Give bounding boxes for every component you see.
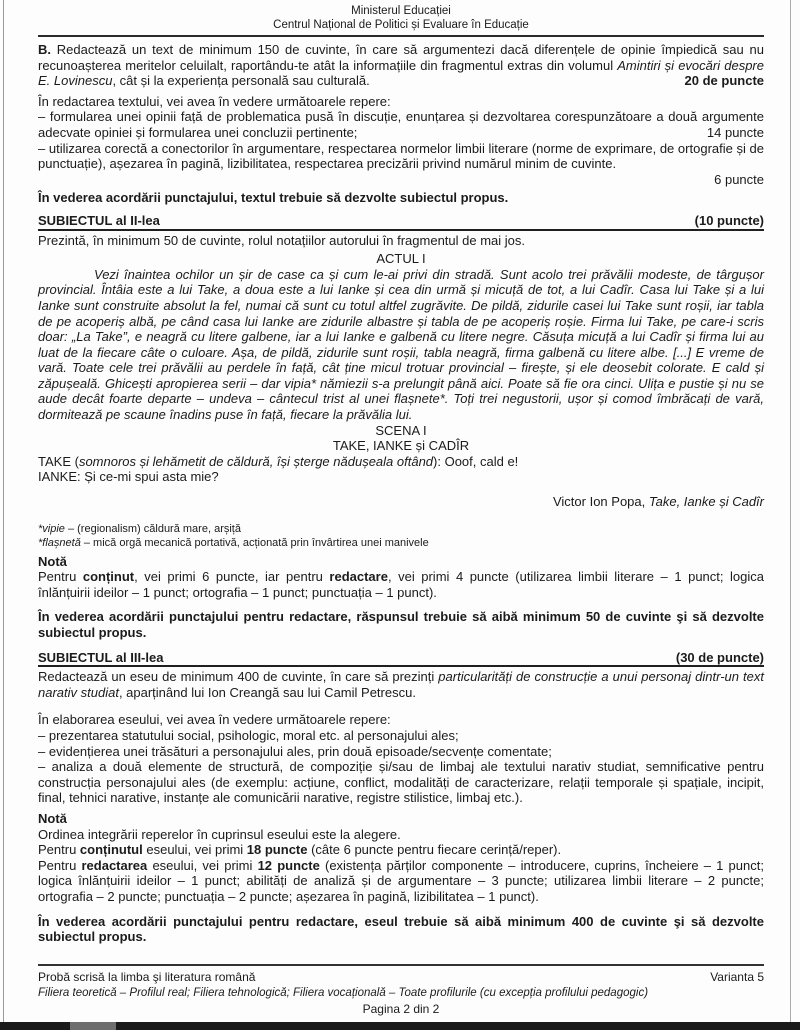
part-b-guideline-1-text: – formularea unei opinii față de problematica pusă în discuție, enunțarea și dezvoltarea corespunzătoare a două argumente adecvate opiniei și formularea unei concluzii pertinente; xyxy=(38,109,764,140)
subject-3-guideline-3: – analiza a două elemente de structură, de compoziție și/sau de limbaj ale textului narativ studiat, semnificative pentru construcția personajului ales (de exemplu: acțiune, conflict, modalități de caracterizare, relații temporale și spațiale, incipit, final, tehnici narative, instanțe ale comunicării narative, registre stilistice, limbaj etc.). xyxy=(38,759,764,806)
subject-3-requirement: În vederea acordării punctajului pentru redactare, eseul trebuie să aibă minimum 400 de cuvinte şi să dezvolte subiectul propus. xyxy=(38,913,764,945)
ministry-line: Ministerul Educației xyxy=(351,5,451,17)
subject-3-note-3 xyxy=(38,858,764,905)
subject-3-note-2 xyxy=(38,842,764,858)
subject-2-note-seg2: conținut xyxy=(82,569,135,585)
dialogue-take-stage-direction: somnoros și lehămetit de căldură, își șterge nădușeala oftând xyxy=(78,453,434,469)
subject-3-task-seg1: Redactează un eseu de minimum 400 de cuvinte, în care să prezinți xyxy=(38,669,439,685)
attribution xyxy=(38,494,764,510)
subject-3-guideline-2: – evidențierea unei trăsături a personajului ales, prin două episoade/secvențe comentate; xyxy=(38,743,552,759)
fragment-text: Vezi înaintea ochilor un șir de case ca și cum le-ai privi din stradă. Sunt acolo trei prăvălii modeste, de târgușor provincial. Întâia este a lui Take, a doua este a lui Ianke și cea din urmă și micuță de tot, a lui Cadîr. Casa lui Take și a lui Ianke sunt construite absolut la fel, numai că sunt cu totul altfel zugrăvite. De pildă, zidurile casei lui Take sunt roșii, iar tabla de pe acoperiș albă, pe când casa lui Ianke are zidurile albastre și tabla de pe acoperiș roșie. Firma lui Take, pe care-i scris doar: „La Take”, e neagră cu litere galbene, iar a lui Ianke e galbenă cu litere negre. Căsuța micuță a lui Cadîr și firma lui au luat de la fiecare câte o culoare. Așa, de pildă, zidurile sunt roșii, tabla neagră, firma galbenă cu litere albe. [...] E vreme de vară. Toate cele trei prăvălii au perdele în față, cât ține micul trotuar provincial – firește, și ele deosebit colorate. E cald și zăpușeală. Ghicești apropierea serii – dar vipia* nămiezii s-a prelungit până aici. Poate să fie ora cinci. Ulița e pustie și nu se aude decât foarte departe – undeva – cântecul trist al unei flașnete*. Toți trei negustorii, ușor și comod îmbrăcați de vară, dormitează pe scaune înadins puse în față, fiecare la prăvălia lui. xyxy=(38,266,764,423)
scan-bottom-bar-patch xyxy=(70,1022,116,1030)
attribution-work: Take, Ianke și Cadîr xyxy=(648,494,764,510)
subject-3-note-2-seg2: conținutul xyxy=(79,842,143,858)
attribution-author: Victor Ion Popa, xyxy=(552,494,649,510)
subject-3-note-2-seg1: Pentru xyxy=(38,842,80,858)
subject-2-points: (10 puncte) xyxy=(694,212,764,228)
subject-2-task: Prezintă, în minimum 50 de cuvinte, rolul notațiilor autorului în fragmentul de mai jos. xyxy=(38,232,526,248)
subject-3-task xyxy=(38,669,764,700)
subject-2-note-seg1: Pentru xyxy=(38,569,83,585)
part-b-guideline-1-points: 14 puncte xyxy=(706,124,764,140)
subject-2-requirement: În vederea acordării punctajului pentru redactare, răspunsul trebuie să aibă minimum 50 de cuvinte şi să dezvolte subiectul propus. xyxy=(38,609,764,640)
subject-3-note-3-seg2: redactarea xyxy=(81,857,148,873)
scan-edge-right xyxy=(790,0,791,1030)
footer-variant: Varianta 5 xyxy=(710,970,764,984)
subject-2-note-seg3: , vei primi 6 puncte, iar pentru xyxy=(134,569,330,585)
subject-3-note-2-seg4: 18 puncte xyxy=(246,842,308,858)
part-b-paragraph xyxy=(38,42,764,89)
footnote-flasneta-term: *flașnetă xyxy=(38,537,81,550)
dialogue-take-line: ): Ooof, cald e! xyxy=(433,453,519,469)
subject-2-note-seg5: , vei primi 4 puncte (utilizarea limbii literare – 1 punct; logica înlănțuirii ideilor – 1 punct; ortografia – 1 punct; punctuația – 1 punct). xyxy=(38,569,764,600)
subject-2-note-heading: Notă xyxy=(38,553,67,569)
subject-3-note-2-seg3: eseului, vei primi xyxy=(142,842,247,858)
dialogue-take xyxy=(38,454,764,470)
agency-line: Centrul Național de Politici și Evaluare în Educație xyxy=(273,19,529,31)
footnote-vipie xyxy=(38,522,764,537)
footer-page-number: Pagina 2 din 2 xyxy=(362,1002,440,1016)
subject-2-heading xyxy=(38,213,764,231)
subject-3-guideline-1: – prezentarea statutului social, psihologic, moral etc. al personajului ales; xyxy=(38,727,459,743)
subject-3-note-3-seg3: eseului, vei primi xyxy=(147,857,258,873)
part-b-points: 20 de puncte xyxy=(684,73,764,89)
part-b-intro-1: Redactează un text de minimum 150 de cuvinte, în care să argumentezi dacă diferențele de opinie împiedică sau nu recunoașterea meritelor celuilalt, raportându-te atât la informațiile din fragmentul extras din volumul xyxy=(38,42,764,73)
scan-bottom-bar xyxy=(0,1022,800,1030)
footnote-vipie-def: – (regionalism) căldură mare, arșiță xyxy=(64,522,241,535)
page-footer xyxy=(38,964,764,1017)
part-b-guideline-2-points: 6 puncte xyxy=(714,171,764,187)
subject-3-task-seg2: , aparținând lui Ion Creangă sau lui Camil Petrescu. xyxy=(118,684,416,700)
part-b-guideline-2: – utilizarea corectă a conectorilor în argumentare, respectarea normelor limbii literare (norme de exprimare, de ortografie și de punctuație), așezarea în pagină, lizibilitatea, respectarea precizării privind numărul minim de cuvinte. xyxy=(38,140,764,172)
subject-3-title: SUBIECTUL al III-lea xyxy=(38,649,164,665)
subject-2-note xyxy=(38,569,764,600)
footnote-flasneta xyxy=(38,536,764,551)
subject-3-heading xyxy=(38,650,764,668)
footer-tracks: Filiera teoretică – Profilul real; Filiera tehnologică; Filiera vocațională – Toate profilurile (cu excepția profilului pedagogic) xyxy=(38,987,649,999)
scan-edge-left xyxy=(3,0,4,1030)
subject-3-points: (30 de puncte) xyxy=(675,649,764,665)
footnote-flasneta-def: – mică orgă mecanică portativă, acționată prin învârtirea unei manivele xyxy=(80,537,429,550)
footer-exam-row xyxy=(38,970,764,985)
subject-3-note-3-seg5: (existența părților componente – introducere, cuprins, încheiere – 1 punct; logica înlănțuirii ideilor – 1 punct; abilități de analiză și de argumentare – 3 puncte; utilizarea limbii literare – 2 puncte; ortografia – 2 puncte; punctuația – 2 puncte; așezarea în pagină, lizibilitatea – 1 punct). xyxy=(38,857,764,904)
dialogue-take-speaker: TAKE ( xyxy=(38,453,79,469)
subject-3-note-3-seg4: 12 puncte xyxy=(257,857,320,873)
subject-3-note-2-seg5: (câte 6 puncte pentru fiecare cerință/reper). xyxy=(307,842,562,858)
footer-exam-name: Probă scrisă la limba şi literatura română xyxy=(38,970,256,984)
dialogue-ianke: IANKE: Și ce-mi spui asta mie? xyxy=(38,469,219,485)
part-b-guidelines-intro: În redactarea textului, vei avea în vedere următoarele repere: xyxy=(38,93,391,109)
part-b-label: B. xyxy=(38,42,51,57)
subject-2-note-seg4: redactare xyxy=(329,569,388,585)
act-heading: ACTUL I xyxy=(376,251,426,267)
subject-2-title: SUBIECTUL al II-lea xyxy=(38,212,160,228)
subject-3-task-italic: particularități de construcție a unui personaj dintr-un text narativ studiat xyxy=(38,669,764,700)
footnote-vipie-term: *vipie xyxy=(38,522,65,535)
subject-3-note-1: Ordinea integrării reperelor în cuprinsul eseului este la alegere. xyxy=(38,826,401,842)
footer-rule xyxy=(38,964,764,966)
subject-3-note-3-seg1: Pentru xyxy=(38,857,82,873)
part-b-intro-2: , cât și la experiența personală sau culturală. xyxy=(112,73,370,89)
header-rule xyxy=(38,35,764,37)
scene-characters: TAKE, IANKE și CADÎR xyxy=(332,438,470,454)
part-b-requirement: În vederea acordării punctajului, textul trebuie să dezvolte subiectul propus. xyxy=(38,190,509,206)
scene-heading: SCENA I xyxy=(375,422,427,438)
part-b-guideline-1 xyxy=(38,109,764,140)
part-b-volume-title: Amintiri și evocări despre E. Lovinescu xyxy=(38,57,764,89)
page-content xyxy=(38,4,764,945)
subject-3-note-heading: Notă xyxy=(38,810,67,826)
subject-3-guidelines-intro: În elaborarea eseului, vei avea în vedere următoarele repere: xyxy=(38,712,391,728)
